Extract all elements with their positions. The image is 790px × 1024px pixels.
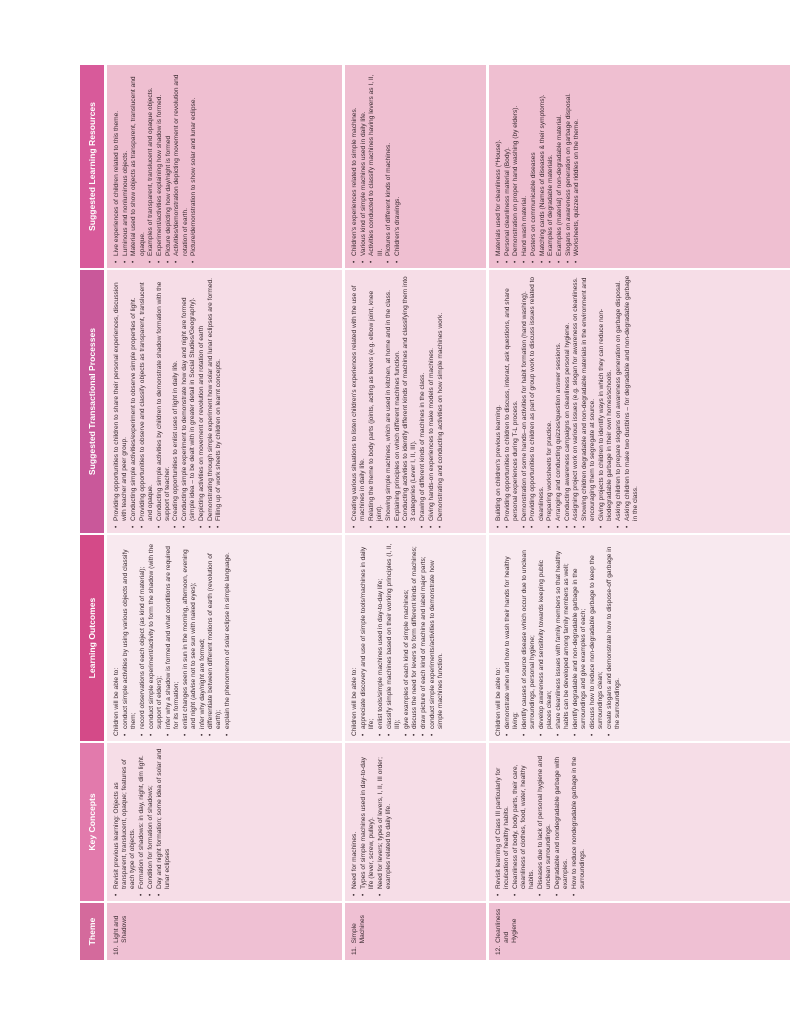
list-item: • Hand wash material. <box>521 70 529 263</box>
list-item: • Personal cleanliness material (Body). <box>504 70 512 263</box>
key-concepts-cell <box>344 742 488 902</box>
list-item: • Demonstrating and conducting activities on how simple machines work. <box>437 275 445 528</box>
list-item: • identify causes of source disease which occur due to unclean surroundings, personal hygiene; <box>521 540 537 736</box>
list-item: • Children's drawings. <box>394 70 402 263</box>
list-item: • Examples (material) of non-degradable material. <box>556 70 564 263</box>
list-item: • Pictures of different kinds of machines. <box>385 70 393 263</box>
list-item: • Luminous and nonluminous objects. <box>122 70 130 263</box>
list-item: • Conducting activities to identify different kinds of machines and classifying them into 3 categories (Lever I, II, III). <box>402 275 418 528</box>
outcomes-intro: Children will be able to: <box>495 667 502 736</box>
list-item: • Materials used for cleanliness (*House). <box>495 70 503 263</box>
list-item: • Condition for formation of shadows; <box>147 748 155 896</box>
list-item: • Preparing worksheets for practice. <box>546 275 554 528</box>
theme-cell <box>488 902 790 960</box>
learning-outcomes-cell <box>488 534 790 742</box>
list-item: • Slogans on awareness generation on garbage disposal. <box>565 70 573 263</box>
transactional-processes-cell <box>344 269 488 534</box>
list-item: • conduct simple experiment/activity to form the shadow (with the support of elders); <box>148 540 164 736</box>
list-item: • discuss the need for levers to form different kinds of machines; <box>411 540 419 736</box>
table-row <box>344 64 488 960</box>
header-learning-resources: Suggested Learning Resources <box>80 64 106 269</box>
learning-outcomes-cell <box>344 534 488 742</box>
list-item: • give examples of each kind of simple machines; <box>403 540 411 736</box>
list-item: • Assigning project work on various issues (e.g. slogan for awareness on cleanliness. <box>572 275 580 528</box>
list-item: • Material used to show objects as transparent, translucent and opaque. <box>130 70 146 263</box>
list-item: • Demonstration of some hands–on activities for habit formation (hand washing). <box>521 275 529 528</box>
list-item: • Demonstration on proper hand washing (by elders). <box>512 70 520 263</box>
list-item: • Conducting simple activities/experiment to observe simple properties of light. <box>130 275 138 528</box>
list-item: • Conducting awareness campaigns on cleanliness personal hygiene. <box>564 275 572 528</box>
list-item: • Showing simple machines, which are used in kitchen, at home and in the class. <box>385 275 393 528</box>
curriculum-table <box>80 63 790 960</box>
header-row <box>80 64 106 960</box>
list-item: • Creating various situations to listen children's experiences related with the use of machines in daily life. <box>351 275 367 528</box>
header-theme: Theme <box>80 902 106 960</box>
list-item: • Providing opportunities to children as part of group work to discuss issues related to cleanliness. <box>529 275 545 528</box>
list-item: • Types of simple machines used in day-to-day life (lever, screw, pulley). <box>360 748 376 896</box>
learning-resources-cell <box>488 64 790 269</box>
list-item: • Matching cards (Names of diseases & their symptoms). <box>539 70 547 263</box>
list-item: • Worksheets, quizzes and riddles on the theme. <box>573 70 581 263</box>
list-item: • Demonstrating through simple experiment how solar and lunar eclipses are formed. <box>207 275 215 528</box>
learning-resources-cell <box>344 64 488 269</box>
list-item: • Activities conducted to classify machines having levers as I, II, III. <box>368 70 384 263</box>
learning-resources-cell <box>106 64 344 269</box>
list-item: • Providing opportunities to children to discuss, interact, ask questions, and share personal experiences during T-L process. <box>504 275 520 528</box>
key-concepts-cell <box>488 742 790 902</box>
rotated-page <box>80 64 790 960</box>
transactional-processes-cell <box>488 269 790 534</box>
list-item: • Picture depicting how day/night is formed <box>165 70 173 263</box>
list-item: • Providing opportunities to observe and classify objects as transparent, translucent and opaque. <box>139 275 155 528</box>
theme-title: Light and Shadows <box>113 915 129 943</box>
list-item: • Conducting simple activities by children to demonstrate shadow formation with the support of teacher. <box>156 275 172 528</box>
theme-number: 12. <box>495 945 502 955</box>
list-item: • Revisit learning of Class III particularly for inculcation of healthy habits. <box>495 748 511 896</box>
list-item: • discuss how to reduce non-degradable garbage to keep the surroundings clean; <box>589 540 605 736</box>
table-row <box>106 64 344 960</box>
list-item: • Examples of degradable materials. <box>547 70 555 263</box>
list-item: • identify degradable and non-degradable garbage in the surroundings and give examples of each; <box>572 540 588 736</box>
list-item: • Various kind of simple machines used in daily life. <box>360 70 368 263</box>
list-item: • Relating the theme to body parts (joints, acting as levers (e.g. elbow joint, knee joint). <box>368 275 384 528</box>
list-item: • demonstrate when and how to wash their hands for healthy living; <box>504 540 520 736</box>
list-item: • Building on children's previous learning. <box>495 275 503 528</box>
key-concepts-cell <box>106 742 344 902</box>
list-item: • Need for levers; types of levers, I, II, III order; examples related to daily life. <box>377 748 393 896</box>
list-item: • differentiate between different motions of earth (revolution of earth); <box>207 540 223 736</box>
list-item: • Posters on communicable diseases <box>530 70 538 263</box>
list-item: • record observations of each object (as kind of material); <box>139 540 147 736</box>
list-item: • Drawing of different kinds of machines in the class. <box>419 275 427 528</box>
list-item: • Giving projects to children to identify ways in which they can reduce non-biodegradable garbage in their own homes/schools. <box>598 275 614 528</box>
list-item: • conduct simple activities by using various objects and classify them; <box>122 540 138 736</box>
list-item: • Arranging and conducting quizzes/question answer sessions. <box>555 275 563 528</box>
list-item: • infer why a shadow is formed and what conditions are required for its formation; <box>165 540 181 736</box>
list-item: • Providing opportunities to children to share their personal experiences, discussion with teacher and peer group. <box>113 275 129 528</box>
list-item: • Live experiences of children related to this theme. <box>113 70 121 263</box>
list-item: • Day and night formation; some idea of solar and lunar eclipses <box>156 748 172 896</box>
list-item: • Formation of shadows: in day, night, dim light. <box>138 748 146 896</box>
list-item: • Showing children degradable and non-degradable materials in the environment and encouraging them to segregate at source. <box>581 275 597 528</box>
list-item: • explain the phenomenon of solar eclipse in simple language. <box>224 540 232 736</box>
list-item: • create slogans and demonstrate how to dispose-off garbage in the surroundings. <box>606 540 622 736</box>
list-item: • Need for machines. <box>351 748 359 896</box>
theme-title: Cleanliness and Hygiene <box>495 908 519 943</box>
list-item: • Giving hands-on experiences to make models of machines. <box>428 275 436 528</box>
transactional-processes-cell <box>106 269 344 534</box>
list-item: • Creating opportunities to enlist uses of light in daily life. <box>172 275 180 528</box>
list-item: • conduct simple experiments/activities to demonstrate how simple machines function. <box>429 540 445 736</box>
list-item: • Cleanliness of body, body parts, their care, cleanliness of clothes, food, water, healthy habits. <box>512 748 537 896</box>
list-item: • Children's experiences related to simple machines. <box>351 70 359 263</box>
list-item: • Picture/demonstration to show solar and lunar eclipse. <box>190 70 198 263</box>
list-item: • draw picture of each kind of machine and label major parts; <box>420 540 428 736</box>
list-item: • Degradable and nondegradable garbage with examples. <box>554 748 570 896</box>
list-item: • Filling up of work sheets by children on learnt concepts. <box>215 275 223 528</box>
list-item: • Revisit previous learning: Objects as transparent, translucent, opaque; features of each type of objects. <box>113 748 138 896</box>
theme-number: 11. <box>351 946 358 955</box>
list-item: • Explaining principles on which different machines function. <box>394 275 402 528</box>
table-row <box>488 64 790 960</box>
header-learning-outcomes: Learning Outcomes <box>80 534 106 742</box>
theme-cell <box>344 902 488 960</box>
header-key-concepts: Key Concepts <box>80 742 106 902</box>
header-transactional-processes: Suggested Transactional Processes <box>80 269 106 534</box>
list-item: • Asking children to prepare slogans on awareness generation on garbage disposal. <box>615 275 623 528</box>
theme-cell <box>106 902 344 960</box>
list-item: • Diseases due to lack of personal hygiene and unclean surroundings. <box>537 748 553 896</box>
list-item: • Activities/demonstration depicting movement or revolution and rotation of earth. <box>173 70 189 263</box>
theme-number: 10. <box>113 945 120 955</box>
theme-title: Simple Machines <box>351 915 367 944</box>
list-item: • develop awareness and sensitivity towards keeping public places clean; <box>538 540 554 736</box>
list-item: • enlist tools/simple machines used in day-to-day life; <box>377 540 385 736</box>
list-item: • Examples of transparent, translucent and opaque objects. <box>147 70 155 263</box>
learning-outcomes-cell <box>106 534 344 742</box>
list-item: • Conducting simple experiment to demonstrate how day and night are formed (simple idea – to be dealt with in greater detail in Social Studies/Geography). <box>181 275 197 528</box>
outcomes-intro: Children will be able to: <box>351 667 358 736</box>
outcomes-intro: Children will be able to: <box>113 667 120 736</box>
list-item: • classify simple machines based on their working principles (I, II, III); <box>386 540 402 736</box>
list-item: • appreciate discovery and use of simple tools/machines in daily life; <box>360 540 376 736</box>
list-item: • infer why day/night are formed; <box>199 540 207 736</box>
list-item: • How to reduce nondegradable garbage in the surroundings. <box>571 748 587 896</box>
list-item: • Depicting activities on movement or revolution and rotation of earth <box>198 275 206 528</box>
list-item: • share cleanliness issues with family members so that healthy habits can be developed among family members as well; <box>555 540 571 736</box>
list-item: • enlist changes seen in sun in the morning, afternoon, evening and night (advise not to see sun with naked eyes); <box>182 540 198 736</box>
list-item: • Experiment/activities explaining how shadow is formed. <box>156 70 164 263</box>
list-item: • Asking children to make two dustbins – for degradable and non-degradable garbage in the class. <box>624 275 640 528</box>
